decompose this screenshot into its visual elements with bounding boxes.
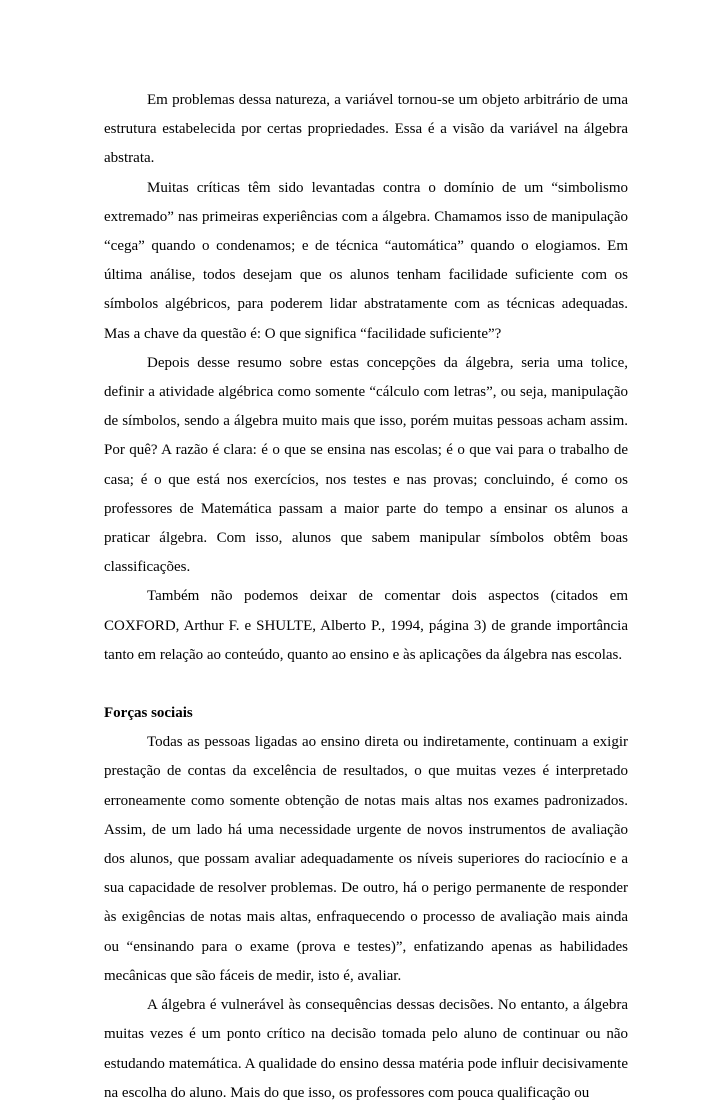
paragraph-variavel-abstrata: Em problemas dessa natureza, a variável tornou-se um objeto arbitrário de uma estrutura estabelecida por certas propriedades. Essa é a visão da variável na álgebra abstrata. bbox=[104, 92, 628, 167]
paragraph-algebra-vulneravel: A álgebra é vulnerável às consequências dessas decisões. No entanto, a álgebra muitas vezes é um ponto crítico na decisão tomada pelo aluno de continuar ou não estudando matemática. A qualidade do ensino dessa matéria pode influir decisivamente na escolha do aluno. Mais do que isso, os professores com pouca qualificação ou bbox=[104, 997, 628, 1101]
paragraph-simbolismo-extremado: Muitas críticas têm sido levantadas contra o domínio de um “simbolismo extremado” nas primeiras experiências com a álgebra. Chamamos isso de manipulação “cega” quando o condenamos; e de técnica “automática” quando o elogiamos. Em última análise, todos desejam que os alunos tenham facilidade suficiente com os símbolos algébricos, para poderem lidar abstratamente com as técnicas adequadas. Mas a chave da questão é: O que significa “facilidade suficiente”? bbox=[104, 179, 628, 342]
document-page bbox=[104, 86, 628, 1108]
paragraph-forcas-sociais: Todas as pessoas ligadas ao ensino direta ou indiretamente, continuam a exigir prestação de contas da excelência de resultados, o que muitas vezes é interpretado erroneamente como somente obtenção de notas mais altas nos exames padronizados. Assim, de um lado há uma necessidade urgente de novos instrumentos de avaliação dos alunos, que possam avaliar adequadamente os níveis superiores do raciocínio e a sua capacidade de resolver problemas. De outro, há o perigo permanente de responder às exigências de notas mais altas, enfraquecendo o processo de avaliação mais ainda ou “ensinando para o exame (prova e testes)”, enfatizando apenas as habilidades mecânicas que são fáceis de medir, isto é, avaliar. bbox=[104, 734, 628, 984]
section-heading: Forças sociais bbox=[104, 705, 193, 722]
paragraph-dois-aspectos: Também não podemos deixar de comentar dois aspectos (citados em COXFORD, Arthur F. e SHULTE, Alberto P., 1994, página 3) de grande importância tanto em relação ao conteúdo, quanto ao ensino e às aplicações da álgebra nas escolas. bbox=[104, 588, 628, 663]
paragraph-atividade-algebrica: Depois desse resumo sobre estas concepções da álgebra, seria uma tolice, definir a atividade algébrica como somente “cálculo com letras”, ou seja, manipulação de símbolos, sendo a álgebra muito mais que isso, porém muitas pessoas acham assim. Por quê? A razão é clara: é o que se ensina nas escolas; é o que vai para o trabalho de casa; é o que está nos exercícios, nos testes e nas provas; concluindo, é como os professores de Matemática passam a maior parte do tempo a ensinar os alunos a praticar álgebra. Com isso, alunos que sabem manipular símbolos obtêm boas classificações. bbox=[104, 354, 628, 576]
